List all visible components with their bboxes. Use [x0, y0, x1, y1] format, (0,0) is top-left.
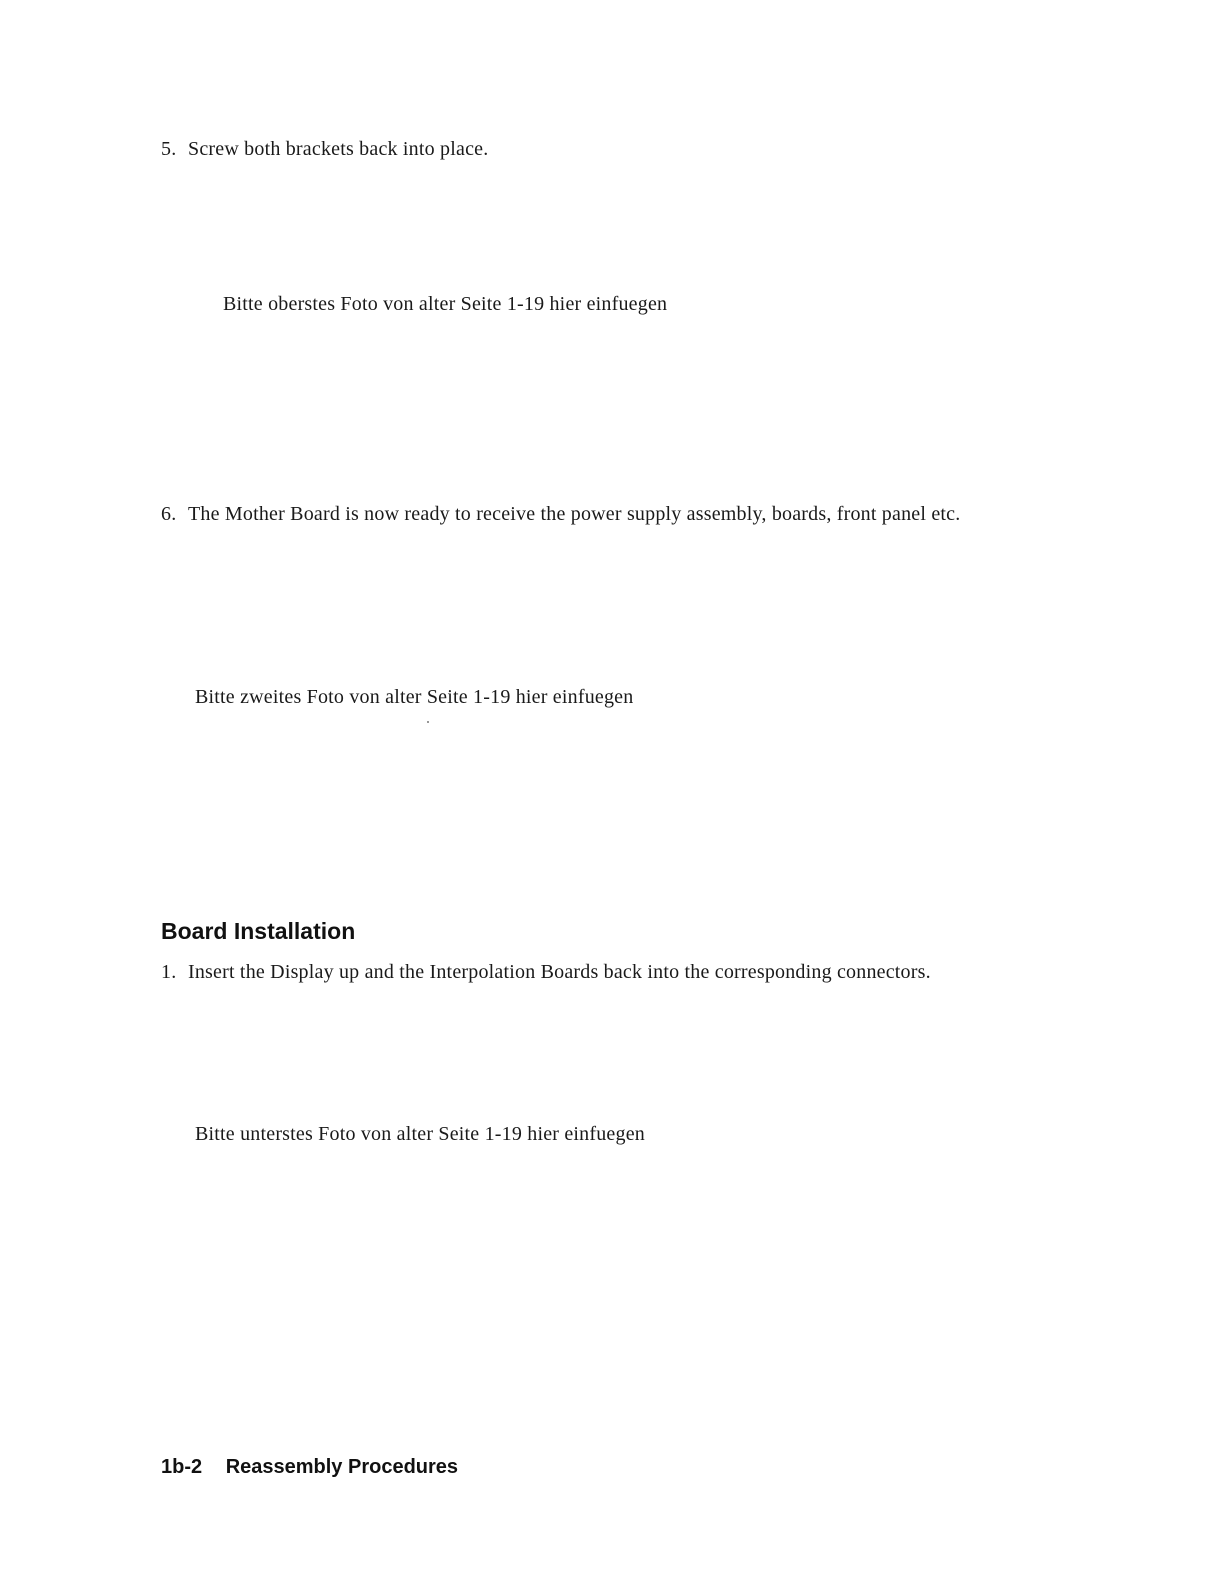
step-1 [161, 959, 1071, 985]
step-text: The Mother Board is now ready to receive the power supply assembly, boards, front panel etc. [188, 503, 961, 525]
section-heading: Board Installation [161, 918, 356, 944]
step-6 [161, 501, 1061, 553]
step-text: Insert the Display up and the Interpolation Boards back into the corresponding connectors. [188, 961, 931, 983]
scan-speck [427, 721, 429, 723]
footer-title: Reassembly Procedures [225, 1456, 459, 1478]
step-number: 6. [161, 503, 177, 525]
photo-placeholder-note-3: Bitte unterstes Foto von alter Seite 1-19 hier einfuegen [195, 1123, 645, 1145]
step-number: 1. [161, 961, 177, 983]
page-footer [161, 1455, 458, 1479]
step-number: 5. [161, 138, 177, 160]
step-5 [161, 136, 1061, 162]
photo-placeholder-note-1: Bitte oberstes Foto von alter Seite 1-19 hier einfuegen [223, 293, 668, 315]
footer-page-number: 1b-2 [161, 1456, 203, 1478]
photo-placeholder-note-2: Bitte zweites Foto von alter Seite 1-19 hier einfuegen [195, 686, 634, 708]
step-text: Screw both brackets back into place. [188, 138, 489, 160]
